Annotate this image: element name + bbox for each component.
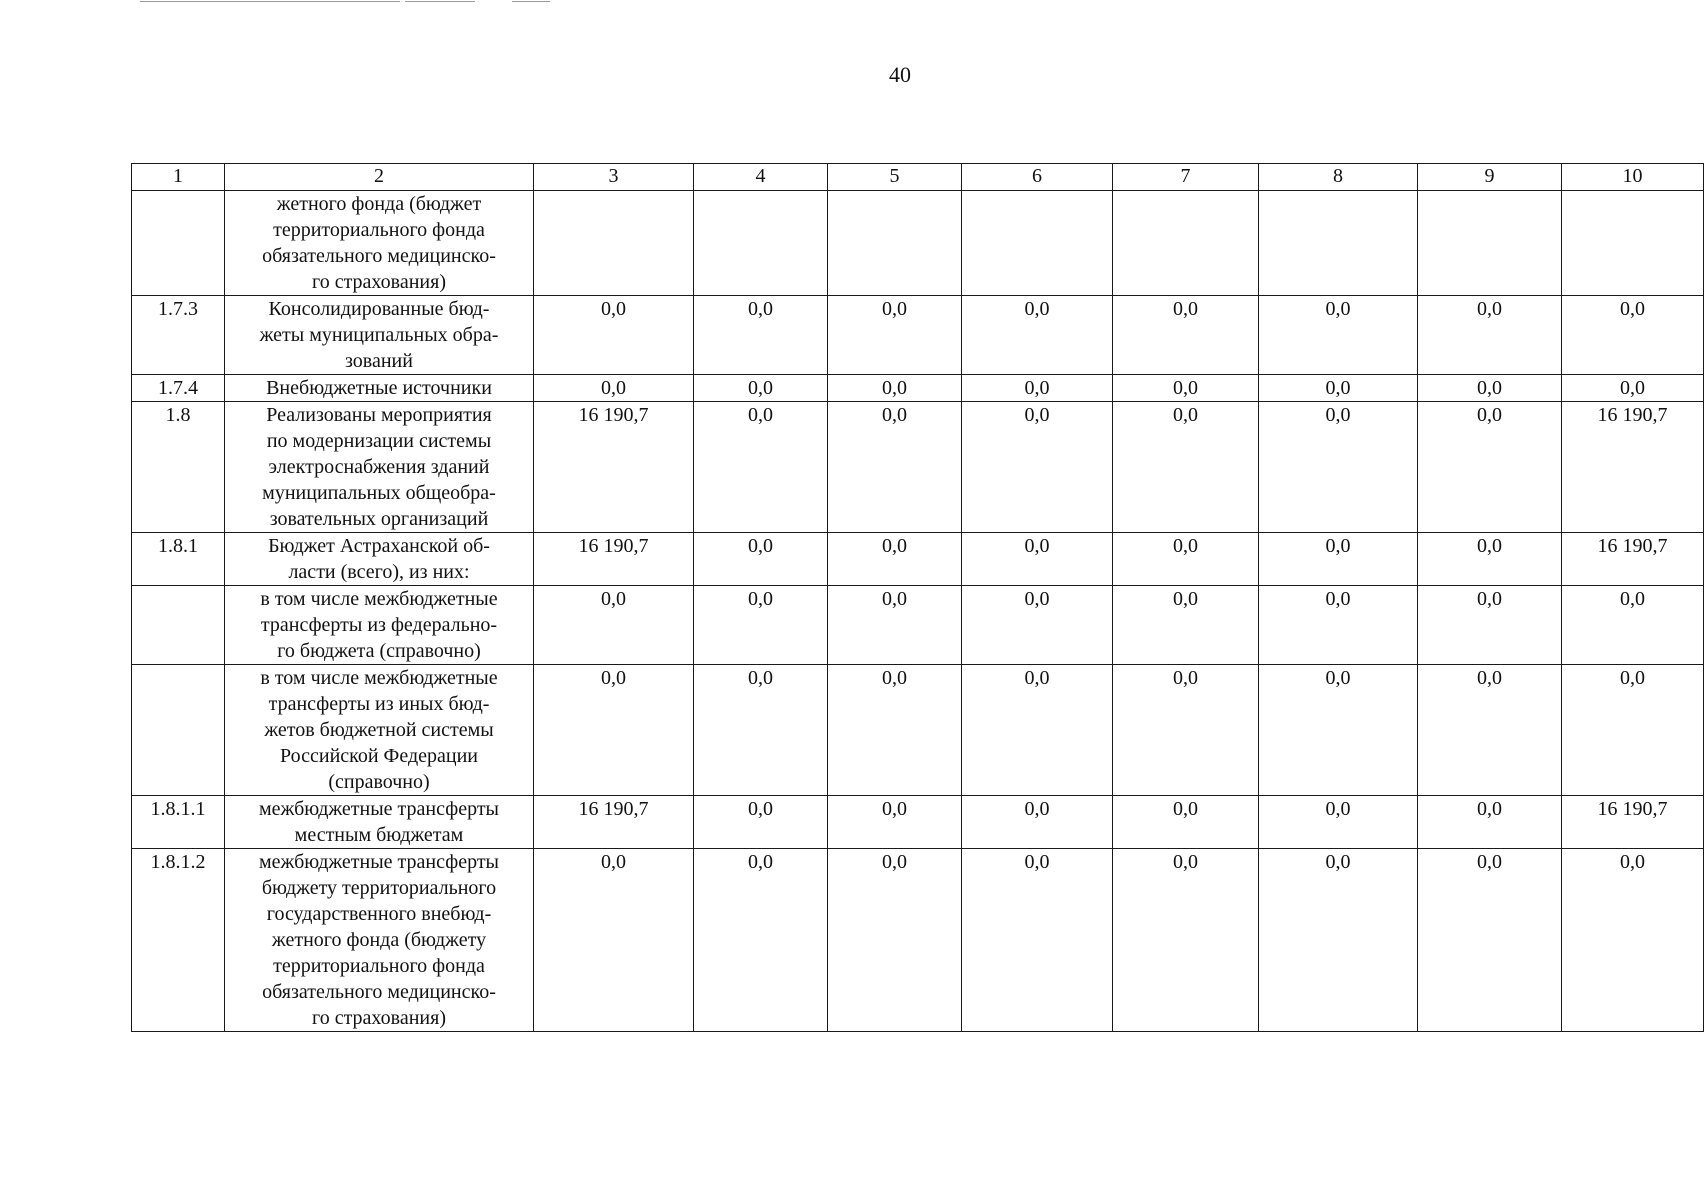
row-description: жетного фонда (бюджет территориального фонда обязательного медицинско- го страхования) [225,191,534,296]
value-cell: 0,0 [1259,849,1418,1032]
value-cell: 0,0 [1418,375,1562,402]
value-cell: 0,0 [1259,402,1418,533]
table-row [132,296,1704,375]
row-description: Внебюджетные источники [225,375,534,402]
header-row [132,164,1704,191]
value-cell: 16 190,7 [534,402,694,533]
column-header: 2 [225,164,534,191]
value-cell: 0,0 [1418,849,1562,1032]
value-cell: 0,0 [828,533,962,586]
value-cell: 0,0 [534,586,694,665]
value-cell: 0,0 [962,375,1113,402]
value-cell: 16 190,7 [534,533,694,586]
value-cell: 0,0 [534,849,694,1032]
value-cell: 0,0 [1259,375,1418,402]
value-cell: 0,0 [1113,665,1259,796]
value-cell: 0,0 [1418,402,1562,533]
column-header: 8 [1259,164,1418,191]
row-number: 1.7.4 [132,375,225,402]
value-cell: 0,0 [694,402,828,533]
value-cell: 0,0 [694,586,828,665]
value-cell: 0,0 [828,665,962,796]
value-cell: 0,0 [962,849,1113,1032]
scan-edge-line [140,1,400,2]
value-cell: 0,0 [1259,296,1418,375]
column-header: 3 [534,164,694,191]
value-cell: 0,0 [962,533,1113,586]
value-cell: 16 190,7 [534,796,694,849]
column-header: 6 [962,164,1113,191]
value-cell: 0,0 [1113,586,1259,665]
value-cell: 0,0 [828,375,962,402]
table-row [132,375,1704,402]
value-cell: 0,0 [1259,533,1418,586]
value-cell: 0,0 [828,796,962,849]
value-cell: 0,0 [1113,402,1259,533]
column-header: 9 [1418,164,1562,191]
table-row [132,665,1704,796]
table-row [132,533,1704,586]
column-header: 4 [694,164,828,191]
row-description: Консолидированные бюд- жеты муниципальных обра- зований [225,296,534,375]
column-header: 5 [828,164,962,191]
value-cell: 0,0 [694,375,828,402]
row-number: 1.7.3 [132,296,225,375]
value-cell: 0,0 [694,849,828,1032]
value-cell [1113,191,1259,296]
value-cell: 16 190,7 [1562,796,1704,849]
value-cell: 0,0 [1113,849,1259,1032]
value-cell [534,191,694,296]
row-description: Бюджет Астраханской об- ласти (всего), из них: [225,533,534,586]
budget-table [131,163,1704,1032]
value-cell: 0,0 [534,665,694,796]
row-description: Реализованы мероприятия по модернизации системы электроснабжения зданий муниципальных общеобра- зовательных организаций [225,402,534,533]
row-number [132,665,225,796]
value-cell: 0,0 [828,849,962,1032]
value-cell: 0,0 [1113,375,1259,402]
value-cell: 0,0 [694,796,828,849]
value-cell: 0,0 [1259,796,1418,849]
value-cell: 0,0 [1562,375,1704,402]
column-header: 10 [1562,164,1704,191]
value-cell: 0,0 [962,796,1113,849]
value-cell: 0,0 [694,296,828,375]
value-cell: 0,0 [1418,533,1562,586]
value-cell: 16 190,7 [1562,533,1704,586]
value-cell: 0,0 [828,296,962,375]
table-row [132,402,1704,533]
table-row [132,586,1704,665]
value-cell: 0,0 [1418,586,1562,665]
value-cell: 16 190,7 [1562,402,1704,533]
column-header: 7 [1113,164,1259,191]
value-cell: 0,0 [1562,849,1704,1032]
row-number: 1.8 [132,402,225,533]
column-header: 1 [132,164,225,191]
value-cell: 0,0 [1418,796,1562,849]
row-description: в том числе межбюджетные трансферты из иных бюд- жетов бюджетной системы Российской Федерации (справочно) [225,665,534,796]
value-cell: 0,0 [962,665,1113,796]
value-cell: 0,0 [1418,665,1562,796]
value-cell: 0,0 [1562,296,1704,375]
value-cell: 0,0 [694,665,828,796]
row-description: в том числе межбюджетные трансферты из федерально- го бюджета (справочно) [225,586,534,665]
table-row [132,191,1704,296]
value-cell [694,191,828,296]
row-number: 1.8.1.2 [132,849,225,1032]
scan-edge-line [512,1,550,2]
value-cell [1562,191,1704,296]
value-cell: 0,0 [962,402,1113,533]
row-number [132,191,225,296]
value-cell: 0,0 [962,586,1113,665]
value-cell [1259,191,1418,296]
row-number [132,586,225,665]
value-cell [828,191,962,296]
row-description: межбюджетные трансферты местным бюджетам [225,796,534,849]
value-cell: 0,0 [1418,296,1562,375]
value-cell: 0,0 [828,402,962,533]
value-cell: 0,0 [1113,296,1259,375]
value-cell: 0,0 [694,533,828,586]
table-row [132,796,1704,849]
value-cell: 0,0 [1113,533,1259,586]
page-number: 40 [889,62,911,87]
row-description: межбюджетные трансферты бюджету территориального государственного внебюд- жетного фонда (бюджету территориального фонда обязательного медицинско- го страхования) [225,849,534,1032]
value-cell: 0,0 [534,296,694,375]
value-cell: 0,0 [1562,586,1704,665]
value-cell: 0,0 [1259,586,1418,665]
value-cell [1418,191,1562,296]
value-cell: 0,0 [1562,665,1704,796]
value-cell: 0,0 [534,375,694,402]
value-cell: 0,0 [1113,796,1259,849]
scan-edge-line [405,1,475,2]
value-cell: 0,0 [828,586,962,665]
table-row [132,849,1704,1032]
value-cell: 0,0 [1259,665,1418,796]
row-number: 1.8.1.1 [132,796,225,849]
row-number: 1.8.1 [132,533,225,586]
value-cell: 0,0 [962,296,1113,375]
value-cell [962,191,1113,296]
